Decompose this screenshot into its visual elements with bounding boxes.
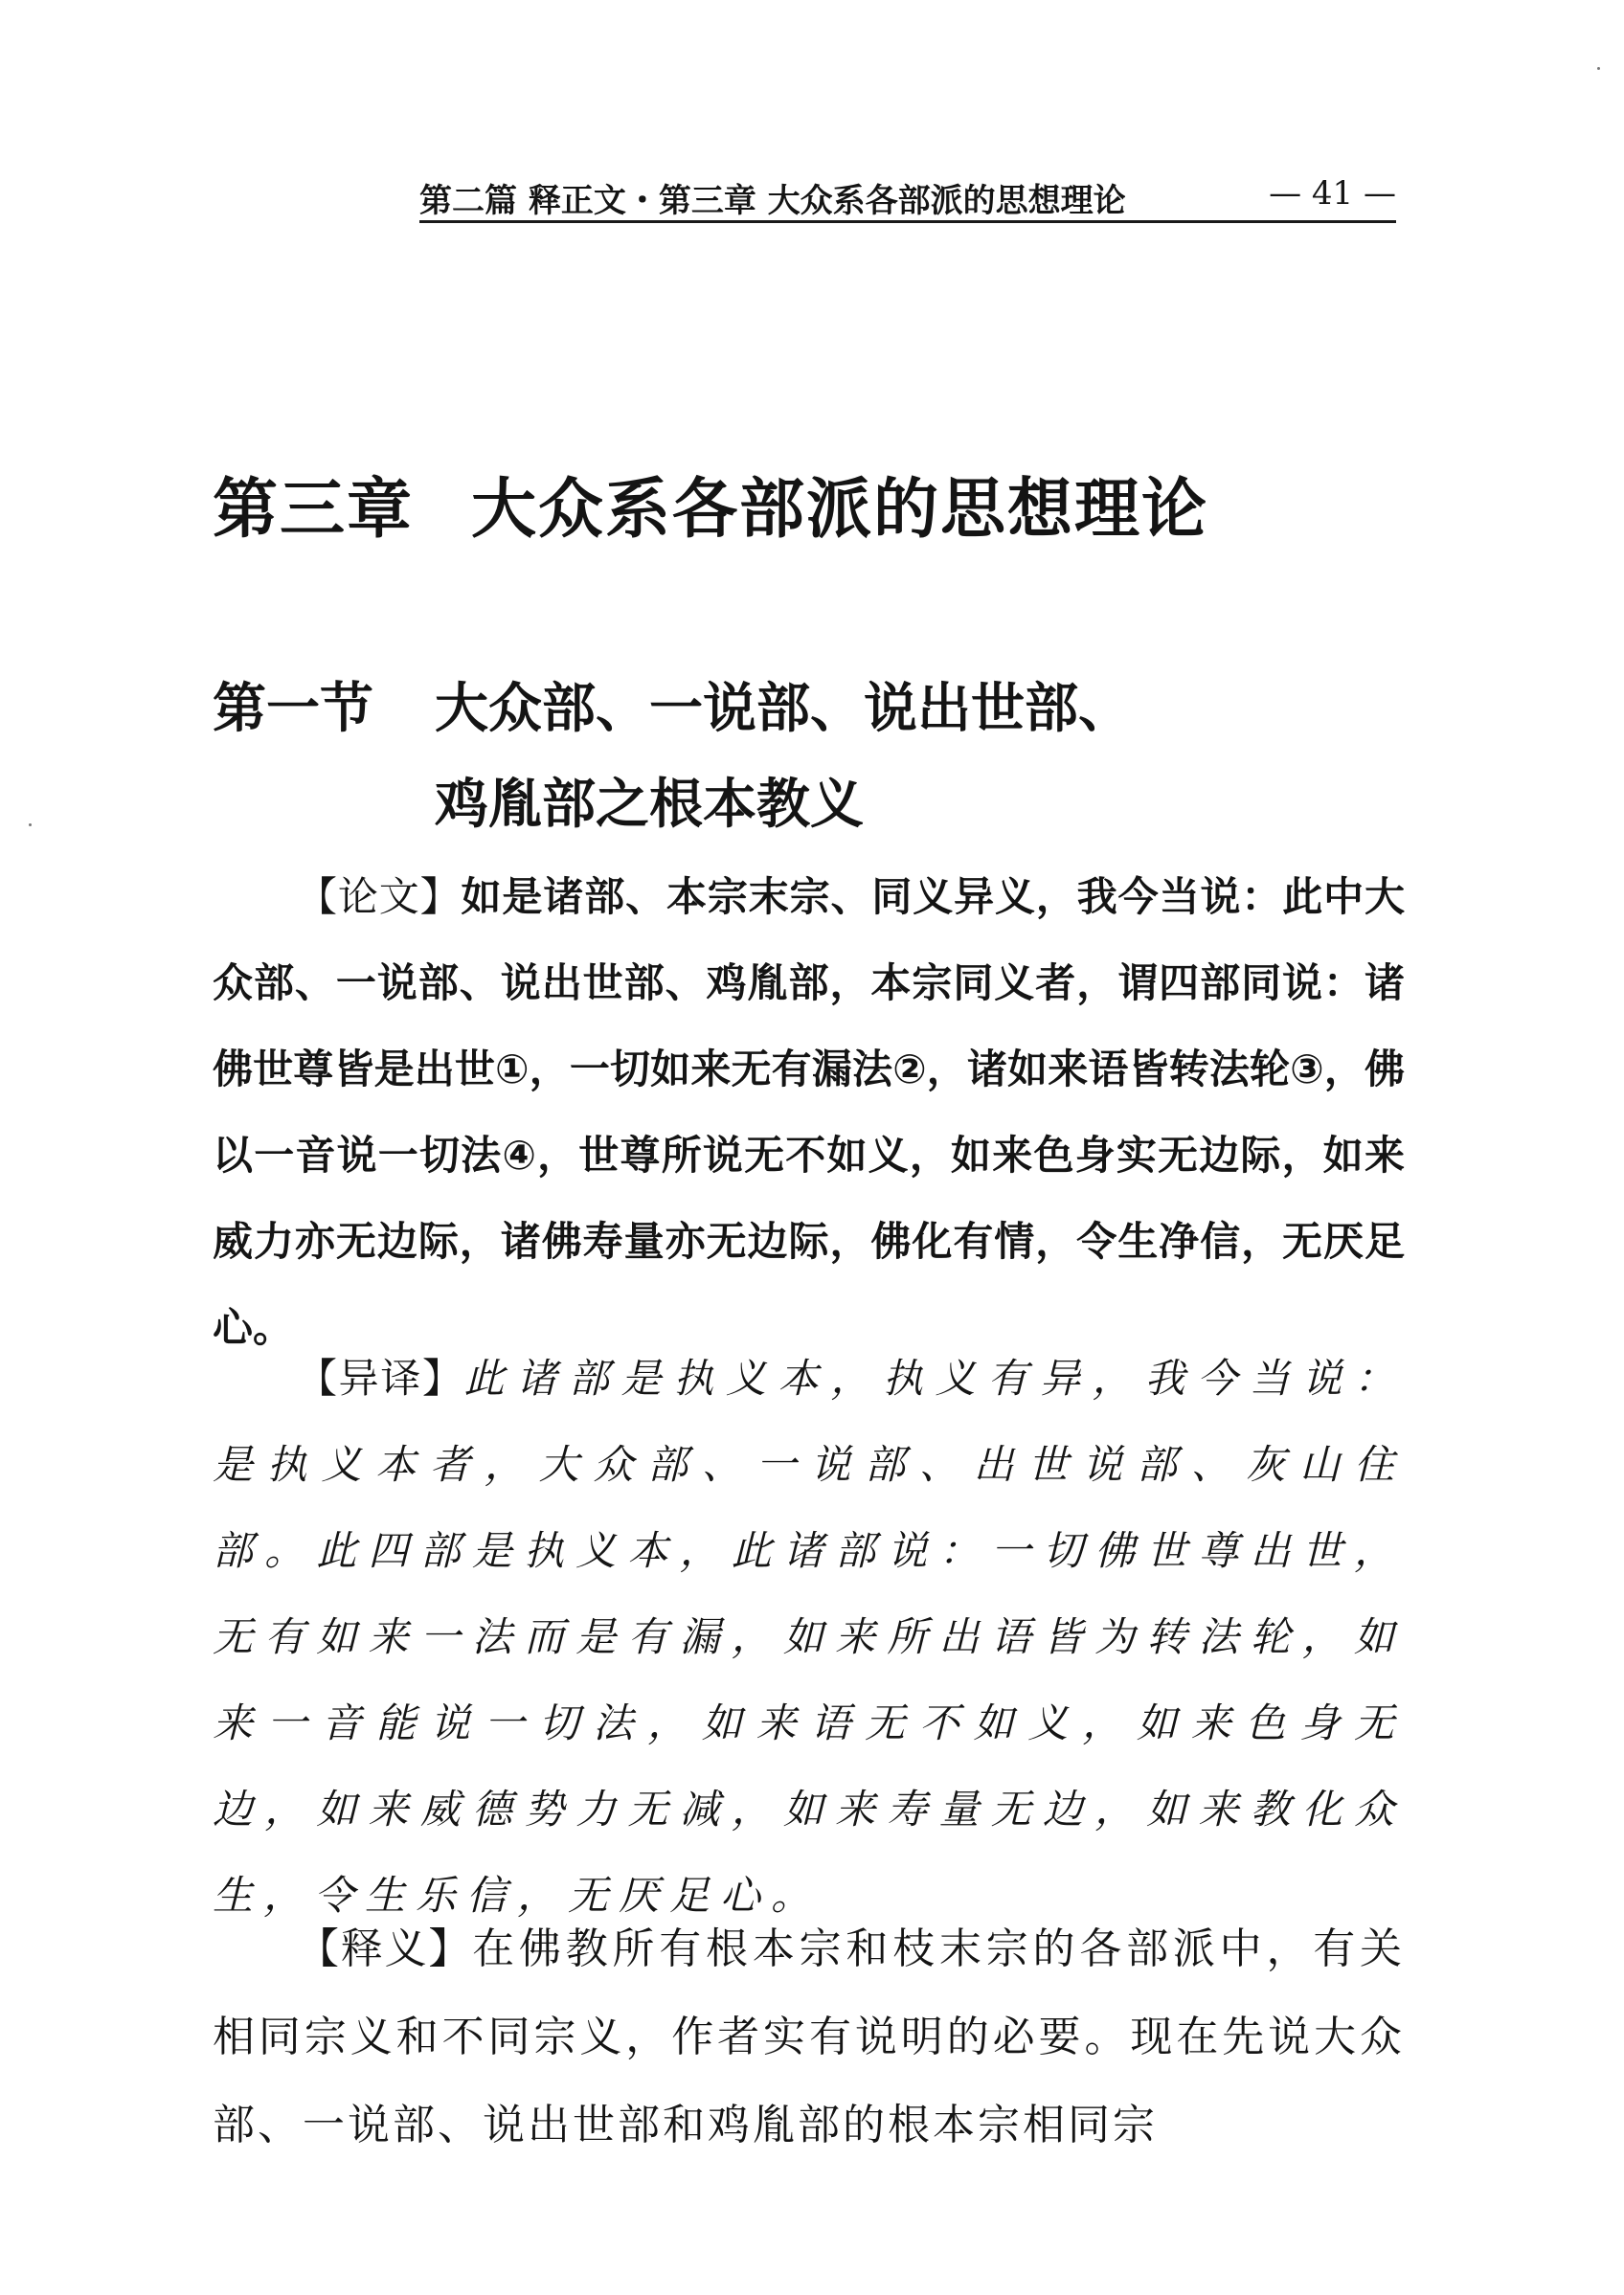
running-header-title: 第二篇 释正文・第三章 大众系各部派的思想理论 bbox=[419, 182, 1126, 220]
chapter-label: 第三章 bbox=[213, 471, 415, 548]
paragraph-shiyi bbox=[213, 1905, 1405, 2170]
running-header bbox=[419, 170, 1396, 223]
paragraph-lunwen bbox=[213, 854, 1405, 1371]
scan-speck bbox=[1597, 67, 1600, 70]
section-title-line-2: 鸡胤部之根本教义 bbox=[435, 773, 864, 836]
paragraph-tag: 【异译】 bbox=[297, 1355, 464, 1402]
paragraph-text: 此诸部是执义本，执义有异，我今当说：是执义本者，大众部、一说部、出世说部、灰山住部。此四部是执义本，此诸部说：一切佛世尊出世，无有如来一法而是有漏，如来所出语皆为转法轮，如来一音能说一切法，如来语无不如义，如来色身无边，如来威德势力无减，如来寿量无边，如来教化众生，令生乐信，无厌足心。 bbox=[213, 1355, 1405, 1919]
chapter-title bbox=[213, 458, 1208, 551]
paragraph-text: 在佛教所有根本宗和枝末宗的各部派中，有关相同宗义和不同宗义，作者实有说明的必要。现在先说大众部、一说部、说出世部和鸡胤部的根本宗相同宗 bbox=[213, 1924, 1406, 2149]
page-number: — 41 — bbox=[1269, 174, 1396, 213]
paragraph-text: 如是诸部、本宗末宗、同义异义，我今当说：此中大众部、一说部、说出世部、鸡胤部，本宗同义者，谓四部同说：诸佛世尊皆是出世①，一切如来无有漏法②，诸如来语皆转法轮③，佛以一音说一切法④，世尊所说无不如义，如来色身实无边际，如来威力亦无边际，诸佛寿量亦无边际，佛化有情，令生净信，无厌足心。 bbox=[213, 873, 1405, 1351]
paragraph-tag: 【释义】 bbox=[297, 1924, 473, 1973]
scan-speck bbox=[29, 823, 32, 826]
section-label: 第一节 bbox=[213, 677, 373, 740]
paragraph-yiyi bbox=[213, 1336, 1405, 1939]
paragraph-tag: 【论文】 bbox=[297, 873, 462, 920]
chapter-name: 大众系各部派的思想理论 bbox=[471, 471, 1209, 548]
section-title-line-1: 大众部、一说部、说出世部、 bbox=[435, 677, 1132, 740]
